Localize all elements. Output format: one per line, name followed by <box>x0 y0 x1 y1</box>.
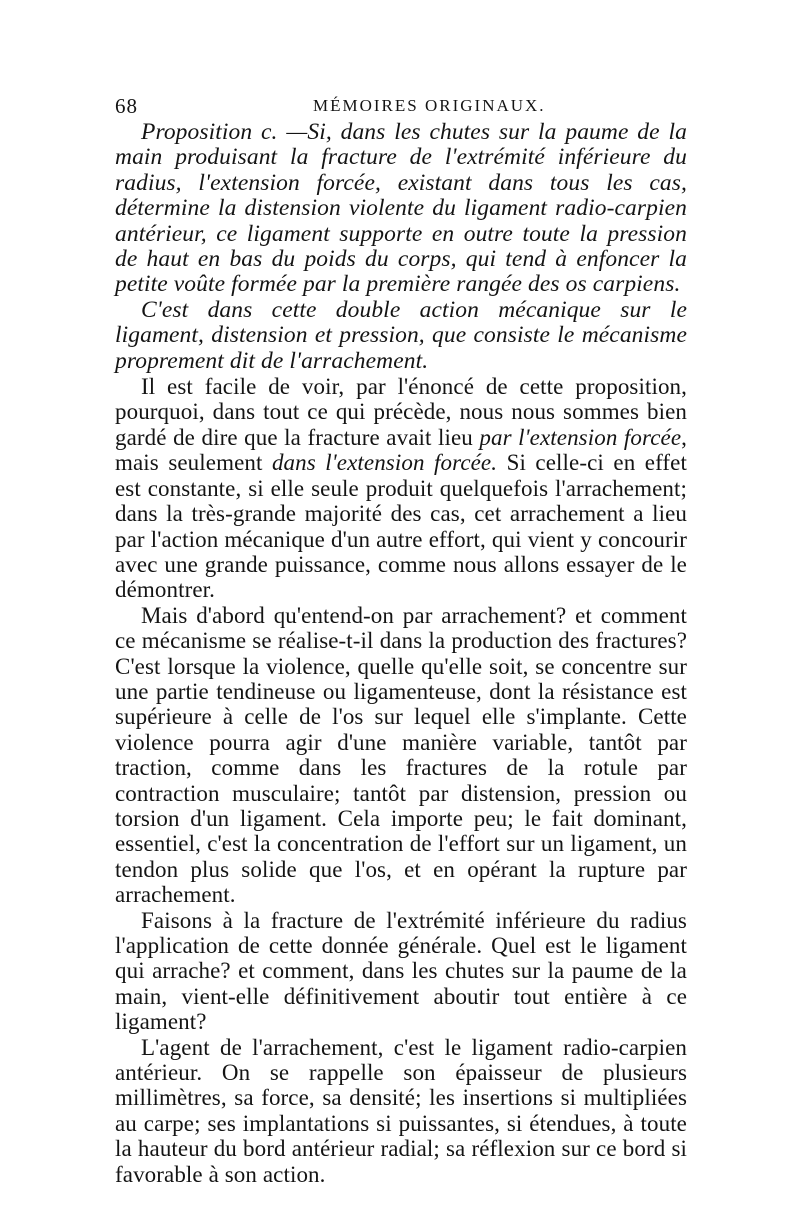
body-text <box>115 120 687 1187</box>
arrachement-definition-paragraph: Mais d'abord qu'entend-on par arrachement? et comment ce mécanisme se réalise-t-il dans la production des fractures? C'est lorsque la violence, quelle qu'elle soit, se concentre sur une partie tendineuse ou ligamenteuse, dont la résistance est supérieure à celle de l'os sur lequel elle s'implante. Cette violence pourra agir d'une manière variable, tantôt par traction, comme dans les fractures de la rotule par contraction musculaire; tantôt par distension, pression ou torsion d'un ligament. Cela importe peu; le fait dominant, essentiel, c'est la concentration de l'effort sur un ligament, un tendon plus solide que l'os, et en opérant la rupture par arrachement. <box>115 602 687 908</box>
extension-emphasis-2: dans l'extension forcée. <box>271 450 498 476</box>
proposition-paragraph: Proposition c. —Si, dans les chutes sur la paume de la main produisant la fracture de l'extrémité inférieure du radius, l'extension forcée, existant dans tous les cas, détermine la distension violente du ligament radio-carpien antérieur, ce ligament supporte en outre toute la pression de haut en bas du poids du corps, qui tend à enfoncer la petite voûte formée par la première rangée des os carpiens. <box>115 119 687 298</box>
extension-emphasis-1: par l'extension forcée <box>479 424 682 450</box>
page-number: 68 <box>115 94 138 118</box>
running-head: MÉMOIRES ORIGINAUX. <box>313 96 546 115</box>
extension-text-3: Si celle-ci en effet est constante, si elle seule produit quelquefois l'arrachement; dans la très-grande majorité des cas, cet arrachement a lieu par l'action mécanique d'un autre effort, qui vient y concourir avec une grande puissance, comme nous allons essayer de le démontrer. <box>115 450 687 603</box>
extension-text-1: Il est facile de voir, par l'énoncé de cette proposition, pourquoi, dans tout ce qui précède, nous nous sommes bien gardé de dire que la fracture avait lieu <box>115 374 687 450</box>
mechanism-paragraph: C'est dans cette double action mécanique sur le ligament, distension et pression, que consiste le mécanisme proprement dit de l'arrachement. <box>115 296 687 374</box>
extension-paragraph <box>115 374 687 603</box>
extension-text-2: , mais seulement <box>115 424 687 476</box>
ligament-paragraph: L'agent de l'arrachement, c'est le ligament radio-carpien antérieur. On se rappelle son épaisseur de plusieurs millimètres, sa force, sa densité; les insertions si multipliées au carpe; ses implantations si puissantes, si étendues, à toute la hauteur du bord antérieur radial; sa réflexion sur ce bord si favorable à son action. <box>115 1034 687 1187</box>
application-paragraph: Faisons à la fracture de l'extrémité inférieure du radius l'application de cette donnée générale. Quel est le ligament qui arrache? et comment, dans les chutes sur la paume de la main, vient-elle définitivement aboutir tout entière à ce ligament? <box>115 907 687 1035</box>
